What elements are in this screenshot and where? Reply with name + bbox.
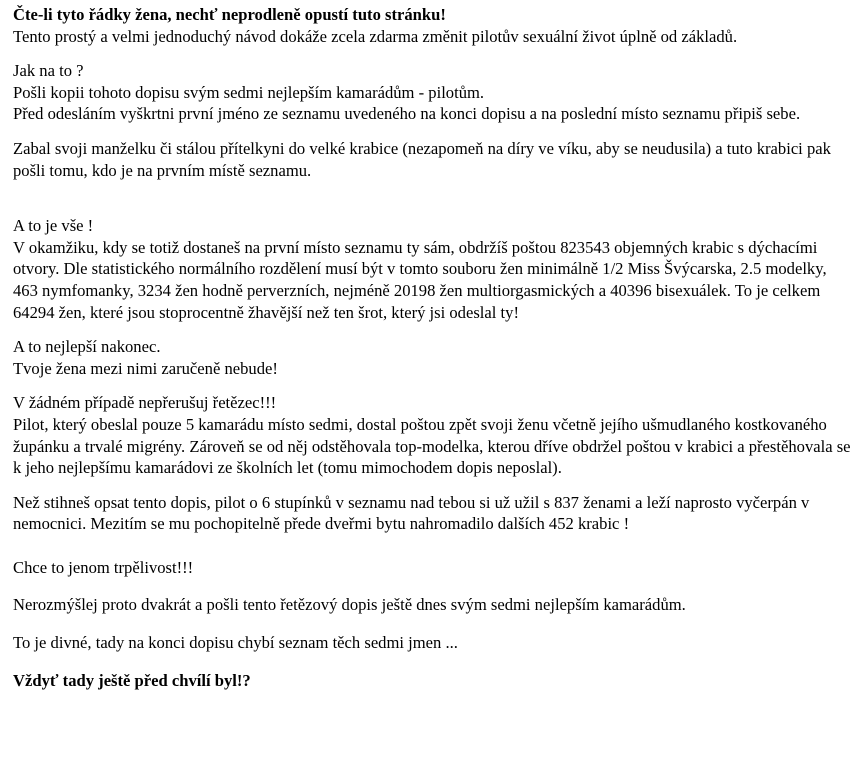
chain-paragraph xyxy=(13,392,852,478)
result-text: V okamžiku, kdy se totiž dostaneš na první místo seznamu ty sám, obdržíš poštou 823543 objemných krabic s dýchacími otvory. Dle statistického normálního rozdělení musí být v tomto souboru žen minimálně 1/2 Miss Švýcarska, 2.5 modelky, 463 nymfomanky, 3234 žen hodně perverzních, nejméně 20198 žen multiorgasmických a 40396 bisexuálek. To je celkem 64294 žen, které jsou stoprocentně žhavější než ten šrot, který jsi odeslal ty! xyxy=(13,237,827,322)
warning-heading: Čte-li tyto řádky žena, nechť neprodleně opustí tuto stránku! xyxy=(13,5,446,24)
send-paragraph xyxy=(13,594,852,616)
how-paragraph xyxy=(13,60,852,125)
best-text: Tvoje žena mezi nimi zaručeně nebude! xyxy=(13,358,278,378)
intro-text: Tento prostý a velmi jednoduchý návod dokáže zcela zdarma změnit pilotův sexuální život úplně od základů. xyxy=(13,26,738,46)
result-paragraph xyxy=(13,215,852,323)
box-paragraph xyxy=(13,138,852,181)
chain-title: V žádném případě nepřerušuj řetězec!!! xyxy=(13,393,277,413)
before-text: Než stihneš opsat tento dopis, pilot o 6 stupínků v seznamu nad tebou si už užil s 837 ženami a leží naprosto vyčerpán v nemocnici. Mezitím se mu pochopitelně přede dveřmi bytu nahromadilo dalších 452 krabic ! xyxy=(13,492,810,534)
missing-paragraph xyxy=(13,632,852,654)
result-title: A to je vše ! xyxy=(13,216,94,236)
closing-paragraph xyxy=(13,670,852,692)
how-question: Jak na to ? xyxy=(13,61,84,81)
before-paragraph xyxy=(13,492,852,535)
send-text: Nerozmýšlej proto dvakrát a pošli tento řetězový dopis ještě dnes svým sedmi nejlepším kamarádům. xyxy=(13,595,686,615)
how-step-1: Pošli kopii tohoto dopisu svým sedmi nejlepším kamarádům - pilotům. xyxy=(13,82,485,102)
patience-text: Chce to jenom trpělivost!!! xyxy=(13,557,194,577)
intro-paragraph xyxy=(13,4,852,47)
box-text: Zabal svoji manželku či stálou přítelkyni do velké krabice (nezapomeň na díry ve víku, aby se neudusila) a tuto krabici pak pošli tomu, kdo je na prvním místě seznamu. xyxy=(13,138,831,180)
best-paragraph xyxy=(13,336,852,379)
chain-text: Pilot, který obeslal pouze 5 kamarádu místo sedmi, dostal poštou zpět svoji ženu včetně jejího ušmudlaného kostkovaného župánku a trvalé migrény. Zároveň se od něj odstěhovala top-modelka, kterou dříve obdržel poštou v krabici a přestěhovala se k jeho nejlepšímu kamarádovi ze školních let (tomu mimochodem dopis neposlal). xyxy=(13,414,851,478)
how-step-2: Před odesláním vyškrtni první jméno ze seznamu uvedeného na konci dopisu a na poslední místo seznamu připiš sebe. xyxy=(13,104,801,124)
best-title: A to nejlepší nakonec. xyxy=(13,337,161,357)
closing-text: Vždyť tady ještě před chvílí byl!? xyxy=(13,670,251,690)
patience-paragraph xyxy=(13,557,852,579)
missing-text: To je divné, tady na konci dopisu chybí seznam těch sedmi jmen ... xyxy=(13,633,458,653)
